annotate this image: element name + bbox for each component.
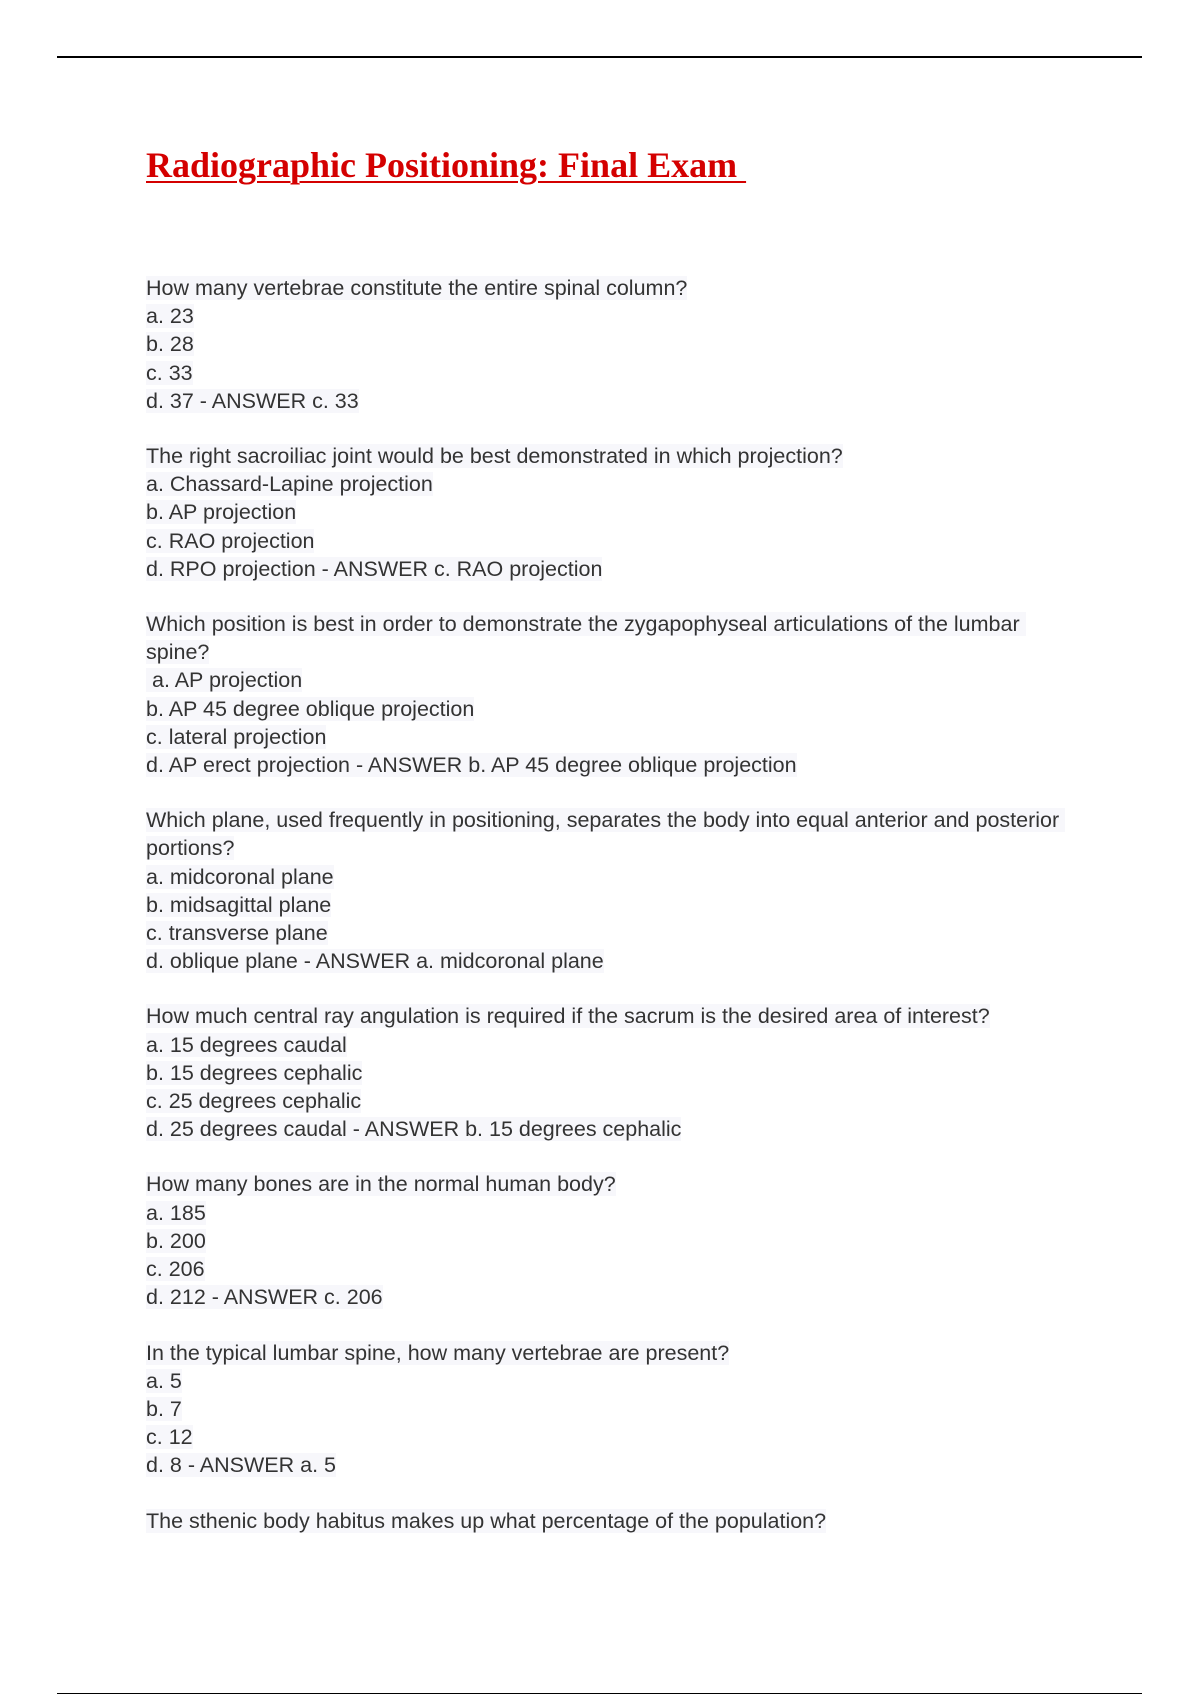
answer-option (146, 1087, 1066, 1115)
answer-option (146, 498, 1066, 526)
question-stem (146, 806, 1066, 862)
answer-option (146, 1115, 1066, 1143)
answer-option (146, 1423, 1066, 1451)
question-stem (146, 1339, 1066, 1367)
answer-option (146, 330, 1066, 358)
question-stem (146, 274, 1066, 302)
answer-option-text: d. oblique plane - ANSWER a. midcoronal plane (146, 949, 604, 974)
answer-option (146, 751, 1066, 779)
answer-option-text: c. 12 (146, 1425, 193, 1450)
question-stem-text: Which plane, used frequently in positioning, separates the body into equal anterior and posterior portions? (146, 808, 1066, 861)
answer-option (146, 666, 1066, 694)
question-stem-text: In the typical lumbar spine, how many vertebrae are present? (146, 1340, 730, 1365)
answer-option-text: c. 25 degrees cephalic (146, 1089, 362, 1114)
question-stem (146, 442, 1066, 470)
header-rule (57, 56, 1142, 58)
answer-option (146, 723, 1066, 751)
answer-option (146, 919, 1066, 947)
answer-option (146, 1031, 1066, 1059)
question-block (146, 1339, 1066, 1480)
answer-option-text: b. midsagittal plane (146, 892, 332, 917)
answer-option-text: b. 28 (146, 332, 194, 357)
answer-option-text: b. 200 (146, 1228, 206, 1253)
answer-option-text: c. RAO projection (146, 528, 315, 553)
answer-option (146, 527, 1066, 555)
answer-option (146, 1367, 1066, 1395)
answer-option (146, 1227, 1066, 1255)
question-stem-text: How many vertebrae constitute the entire spinal column? (146, 276, 688, 300)
answer-option (146, 387, 1066, 415)
question-block (146, 274, 1066, 415)
answer-option-text: c. lateral projection (146, 724, 327, 749)
answer-option (146, 863, 1066, 891)
question-stem (146, 1002, 1066, 1030)
answer-option-text: a. Chassard-Lapine projection (146, 472, 433, 497)
question-stem-text: The right sacroiliac joint would be best demonstrated in which projection? (146, 444, 843, 469)
answer-option (146, 1395, 1066, 1423)
answer-option-text: a. 5 (146, 1368, 182, 1393)
question-stem (146, 610, 1066, 666)
answer-option-text: b. AP 45 degree oblique projection (146, 696, 475, 721)
answer-option-text: b. AP projection (146, 500, 297, 525)
answer-option-text: a. 15 degrees caudal (146, 1032, 347, 1057)
answer-option-text: c. 33 (146, 360, 193, 385)
answer-option-text: c. transverse plane (146, 921, 328, 946)
answer-option (146, 470, 1066, 498)
question-block (146, 610, 1066, 779)
answer-option-text: a. 185 (146, 1200, 206, 1225)
answer-option-text: d. RPO projection - ANSWER c. RAO projection (146, 556, 603, 581)
question-stem-text: How much central ray angulation is required if the sacrum is the desired area of interest? (146, 1004, 990, 1029)
answer-option-text: a. 23 (146, 304, 194, 329)
answer-option (146, 891, 1066, 919)
footer-rule (57, 1693, 1142, 1694)
answer-option-text: a. AP projection (146, 668, 303, 693)
answer-option (146, 1283, 1066, 1311)
answer-option (146, 555, 1066, 583)
question-stem-text: The sthenic body habitus makes up what percentage of the population? (146, 1508, 827, 1533)
answer-option-text: d. 25 degrees caudal - ANSWER b. 15 degrees cephalic (146, 1117, 682, 1142)
answer-option-text: d. 212 - ANSWER c. 206 (146, 1285, 383, 1310)
question-stem-text: Which position is best in order to demonstrate the zygapophyseal articulations of the lumbar spine? (146, 612, 1026, 665)
question-block (146, 1002, 1066, 1143)
answer-option-text: c. 206 (146, 1257, 205, 1282)
answer-option (146, 695, 1066, 723)
question-block (146, 1507, 1066, 1535)
question-block (146, 442, 1066, 583)
answer-option (146, 1199, 1066, 1227)
answer-option (146, 947, 1066, 975)
answer-option (146, 359, 1066, 387)
question-list (146, 274, 1066, 1562)
document-title: Radiographic Positioning: Final Exam (146, 145, 747, 185)
answer-option (146, 1059, 1066, 1087)
question-stem (146, 1170, 1066, 1198)
answer-option-text: d. AP erect projection - ANSWER b. AP 45 degree oblique projection (146, 753, 797, 778)
question-block (146, 1170, 1066, 1311)
answer-option (146, 1451, 1066, 1479)
question-block (146, 806, 1066, 975)
answer-option-text: a. midcoronal plane (146, 864, 334, 889)
question-stem (146, 1507, 1066, 1535)
question-stem-text: How many bones are in the normal human body? (146, 1172, 616, 1197)
answer-option-text: b. 7 (146, 1396, 182, 1421)
answer-option-text: d. 8 - ANSWER a. 5 (146, 1453, 336, 1478)
answer-option (146, 302, 1066, 330)
answer-option-text: d. 37 - ANSWER c. 33 (146, 388, 359, 413)
answer-option (146, 1255, 1066, 1283)
answer-option-text: b. 15 degrees cephalic (146, 1060, 363, 1085)
